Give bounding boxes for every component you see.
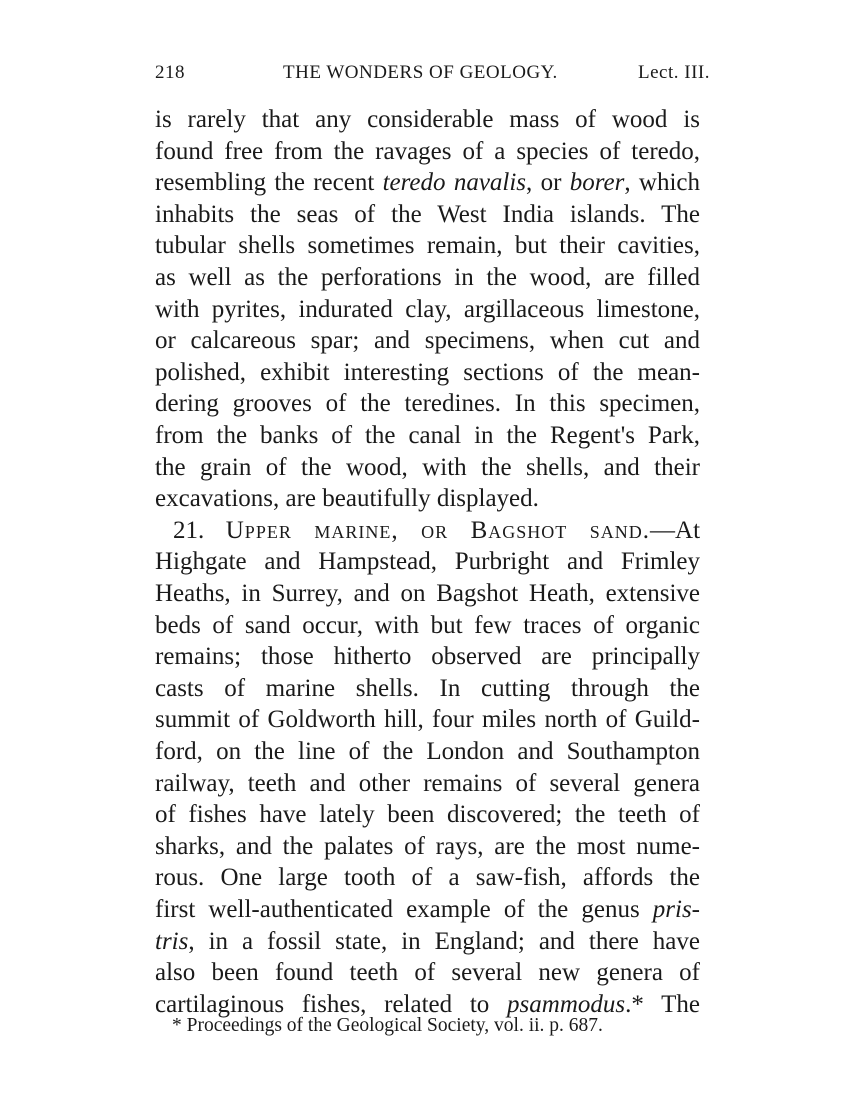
text-run: also been found teeth of several new genera of (155, 959, 700, 987)
text-line (155, 515, 700, 547)
text-run: , which (624, 169, 700, 197)
text-line (155, 136, 700, 168)
text-line (155, 578, 700, 610)
page-number: 218 (155, 62, 185, 83)
text-line (155, 167, 700, 199)
text-run: railway, teeth and other remains of several genera (155, 769, 700, 797)
lecture-label: Lect. III. (638, 62, 710, 83)
text-run: summit of Goldworth hill, four miles north of Guild- (155, 706, 700, 734)
text-run: Highgate and Hampstead, Purbright and Frimley (155, 548, 700, 576)
text-run: casts of marine shells. In cutting through the (155, 674, 700, 702)
text-run: polished, exhibit interesting sections of the mean- (155, 358, 700, 386)
text-line (155, 894, 700, 926)
text-line (155, 420, 700, 452)
text-line (155, 704, 700, 736)
text-line (155, 230, 700, 262)
text-line (155, 862, 700, 894)
text-line (155, 104, 700, 136)
text-line (155, 736, 700, 768)
text-run: —At (650, 516, 701, 544)
italic-text: pris- (652, 896, 700, 923)
text-run: rous. One large tooth of a saw-fish, affords the (155, 864, 700, 892)
text-line (155, 673, 700, 705)
text-line (155, 262, 700, 294)
text-line (155, 610, 700, 642)
text-run: .* The (625, 990, 700, 1018)
text-line (155, 357, 700, 389)
text-line (155, 388, 700, 420)
italic-text: psammodus (507, 990, 626, 1018)
text-run: 21. (173, 516, 226, 544)
text-line (155, 199, 700, 231)
text-run: found free from the ravages of a species of teredo, (155, 137, 700, 165)
italic-text: tris (155, 927, 189, 955)
text-run: sharks, and the palates of rays, are the most nume- (155, 832, 700, 860)
text-line (155, 831, 700, 863)
text-run: or calcareous spar; and specimens, when cut and (155, 327, 700, 355)
text-run: , or (526, 169, 570, 197)
running-title: THE WONDERS OF GEOLOGY. (283, 62, 558, 83)
footnote: * Proceedings of the Geological Society, vol. ii. p. 687. (172, 1015, 603, 1036)
page-header (155, 62, 710, 92)
text-run: of fishes have lately been discovered; the teeth of (155, 801, 700, 829)
italic-text: borer (569, 169, 625, 197)
text-run: tubular shells sometimes remain, but their cavities, (155, 232, 700, 260)
text-run: with pyrites, indurated clay, argillaceous limestone, (155, 295, 700, 323)
text-line (155, 294, 700, 326)
text-run: excavations, are beautifully displayed. (155, 485, 539, 513)
text-run: , in a fossil state, in England; and there have (188, 927, 700, 955)
text-run: resembling the recent (155, 169, 383, 197)
italic-text: teredo navalis (382, 169, 527, 197)
text-run: the grain of the wood, with the shells, and their (155, 453, 700, 481)
text-line (155, 641, 700, 673)
section-heading: Upper marine, or Bagshot sand. (225, 516, 651, 544)
text-run: inhabits the seas of the West India islands. The (155, 200, 700, 228)
text-line (155, 483, 700, 515)
text-run: as well as the perforations in the wood, are filled (155, 264, 700, 291)
text-line (155, 325, 700, 357)
text-line (155, 926, 700, 958)
text-line (155, 768, 700, 800)
text-run: ford, on the line of the London and Southampton (155, 738, 700, 765)
text-line (155, 452, 700, 484)
text-run: cartilaginous fishes, related to (155, 990, 508, 1018)
text-run: beds of sand occur, with but few traces of organic (155, 611, 700, 639)
text-run: from the banks of the canal in the Regent's Park, (155, 422, 700, 449)
text-run: remains; those hitherto observed are principally (155, 643, 700, 671)
text-line (155, 546, 700, 578)
text-run: first well-authenticated example of the genus (155, 896, 653, 923)
text-run: dering grooves of the teredines. In this specimen, (155, 390, 700, 418)
text-line (155, 799, 700, 831)
text-line (155, 957, 700, 989)
text-run: is rarely that any considerable mass of wood is (155, 106, 700, 133)
text-run: Heaths, in Surrey, and on Bagshot Heath, extensive (155, 580, 700, 607)
